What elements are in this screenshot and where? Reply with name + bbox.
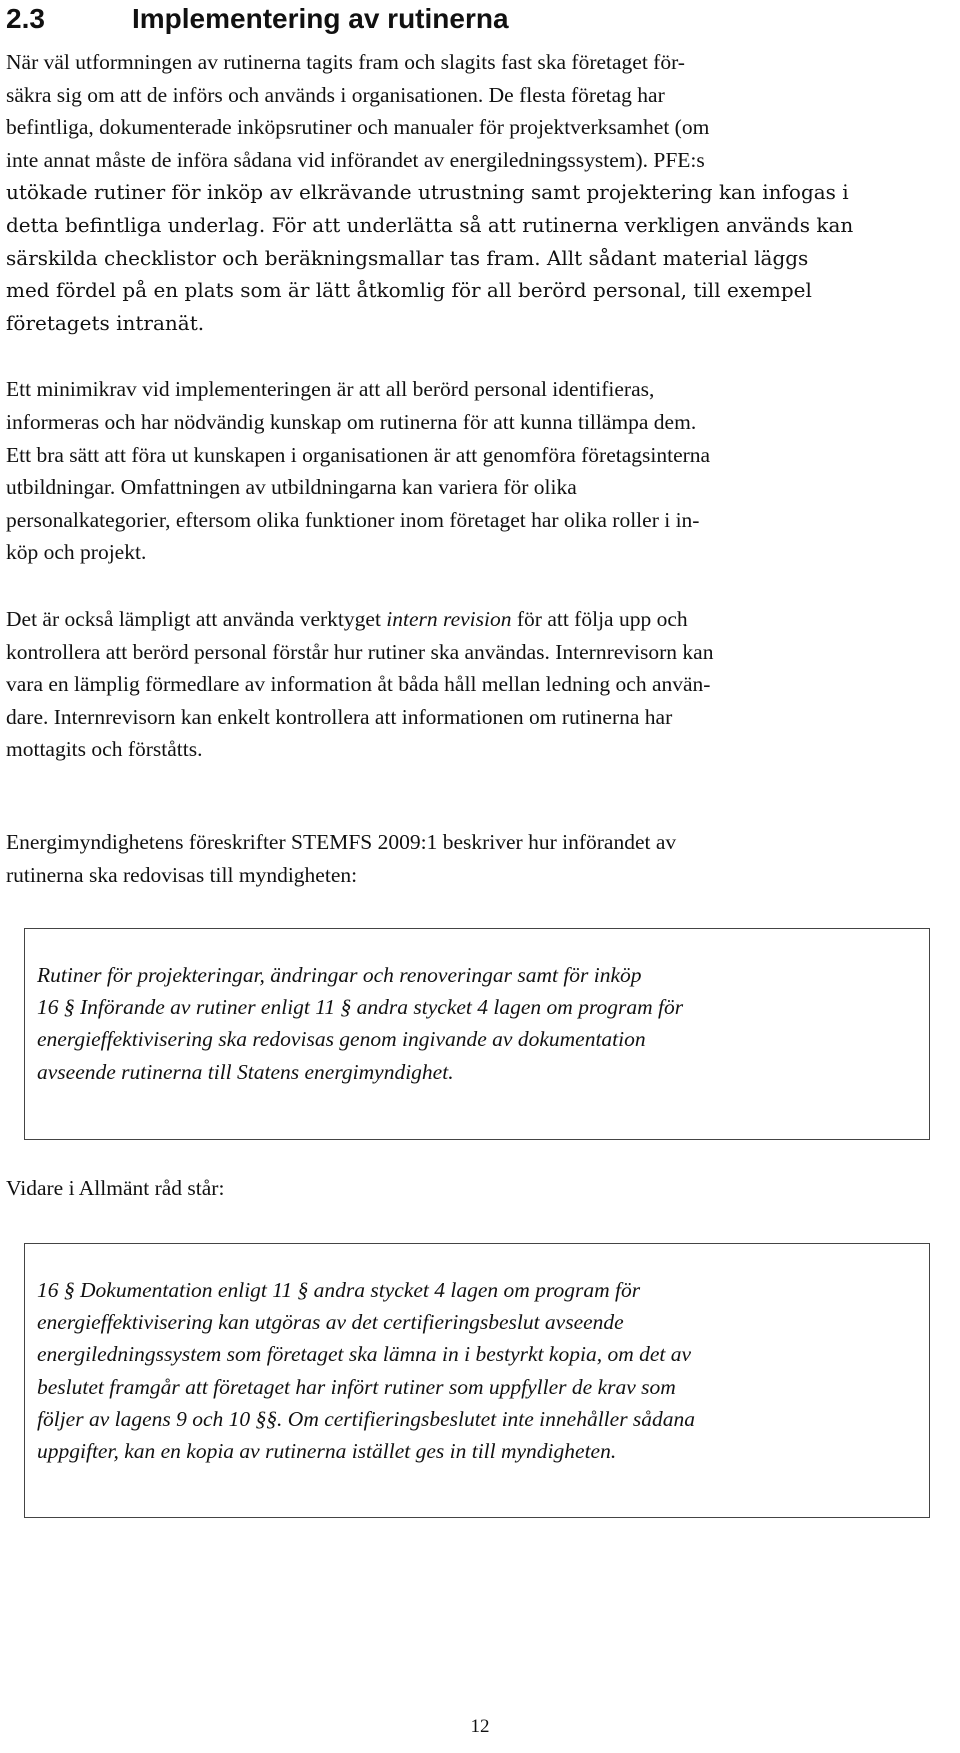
regulation-quote-box (24, 928, 930, 1140)
quote-line: energieffektivisering ska redovisas genom ingivande av dokumentation (37, 1027, 646, 1052)
quote-line: uppgifter, kan en kopia av rutinerna istället ges in till myndigheten. (37, 1439, 617, 1464)
quote-line: energieffektivisering kan utgöras av det certifieringsbeslut avseende (37, 1310, 624, 1335)
paragraph-line: med fördel på en plats som är lätt åtkomlig för all berörd personal, till exempel (6, 278, 812, 303)
paragraph-line: rutinerna ska redovisas till myndigheten: (6, 862, 358, 887)
text-run: Det är också lämpligt att använda verktyget (6, 606, 387, 631)
paragraph-line: befintliga, dokumenterade inköpsrutiner och manualer för projektverksamhet (om (6, 115, 710, 140)
paragraph-line: Ett bra sätt att föra ut kunskapen i organisationen är att genomföra företagsinterna (6, 442, 711, 467)
paragraph-3 (6, 603, 942, 766)
page-number: 12 (470, 1716, 490, 1737)
paragraph-line: När väl utformningen av rutinerna tagits fram och slagits fast ska företaget för- (6, 50, 685, 74)
paragraph-line (6, 603, 942, 636)
quote-line: energiledningssystem som företaget ska lämna in i bestyrkt kopia, om det av (37, 1342, 692, 1367)
paragraph-line: detta befintliga underlag. För att underlätta så att rutinerna verkligen används kan (6, 212, 854, 237)
paragraph-5 (6, 1172, 224, 1205)
quote-line: avseende rutinerna till Statens energimyndighet. (37, 1059, 454, 1084)
paragraph-line: köp och projekt. (6, 540, 147, 565)
text-run: för att följa upp och (511, 606, 688, 631)
paragraph-line: utökade rutiner för inköp av elkrävande utrustning samt projektering kan infogas i (6, 180, 849, 205)
paragraph-line: företagets intranät. (6, 310, 205, 335)
paragraph-4 (6, 826, 676, 891)
paragraph-line: Ett minimikrav vid implementeringen är att all berörd personal identifieras, (6, 377, 655, 402)
paragraph-line: utbildningar. Omfattningen av utbildningarna kan variera för olika (6, 475, 577, 500)
paragraph-line: mottagits och förståtts. (6, 737, 203, 762)
paragraph-1 (6, 46, 942, 339)
paragraph-line: inte annat måste de införa sådana vid införandet av energiledningssystem). PFE:s (6, 147, 705, 172)
quote-line: 16 § Införande av rutiner enligt 11 § andra stycket 4 lagen om program för (37, 995, 684, 1020)
section-title: Implementering av rutinerna (132, 3, 509, 34)
quote-line: 16 § Dokumentation enligt 11 § andra stycket 4 lagen om program för (37, 1278, 641, 1302)
document-page (6, 0, 942, 766)
quote-line: beslutet framgår att företaget har infört rutiner som uppfyller de krav som (37, 1374, 676, 1399)
quote-line: Rutiner för projekteringar, ändringar och renoveringar samt för inköp (37, 963, 642, 987)
section-heading (6, 0, 942, 36)
paragraph-line: dare. Internrevisorn kan enkelt kontrollera att informationen om rutinerna har (6, 704, 673, 729)
paragraph-line: vara en lämplig förmedlare av information åt båda håll mellan ledning och använ- (6, 672, 711, 697)
paragraph-line: Vidare i Allmänt råd står: (6, 1176, 225, 1200)
section-number: 2.3 (6, 3, 45, 34)
paragraph-line: säkra sig om att de införs och används i organisationen. De flesta företag har (6, 82, 665, 107)
quote-line: följer av lagens 9 och 10 §§. Om certifieringsbeslutet inte innehåller sådana (37, 1406, 696, 1431)
paragraph-2 (6, 373, 942, 569)
paragraph-line: Energimyndighetens föreskrifter STEMFS 2009:1 beskriver hur införandet av (6, 830, 677, 854)
paragraph-line: särskilda checklistor och beräkningsmallar tas fram. Allt sådant material läggs (6, 245, 809, 270)
paragraph-line: personalkategorier, eftersom olika funktioner inom företaget har olika roller i in- (6, 507, 700, 532)
paragraph-line: informeras och har nödvändig kunskap om rutinerna för att kunna tillämpa dem. (6, 409, 697, 434)
intern-revision-term: intern revision (386, 606, 512, 631)
general-advice-quote-box (24, 1243, 930, 1518)
paragraph-line: kontrollera att berörd personal förstår hur rutiner ska användas. Internrevisorn kan (6, 639, 714, 664)
